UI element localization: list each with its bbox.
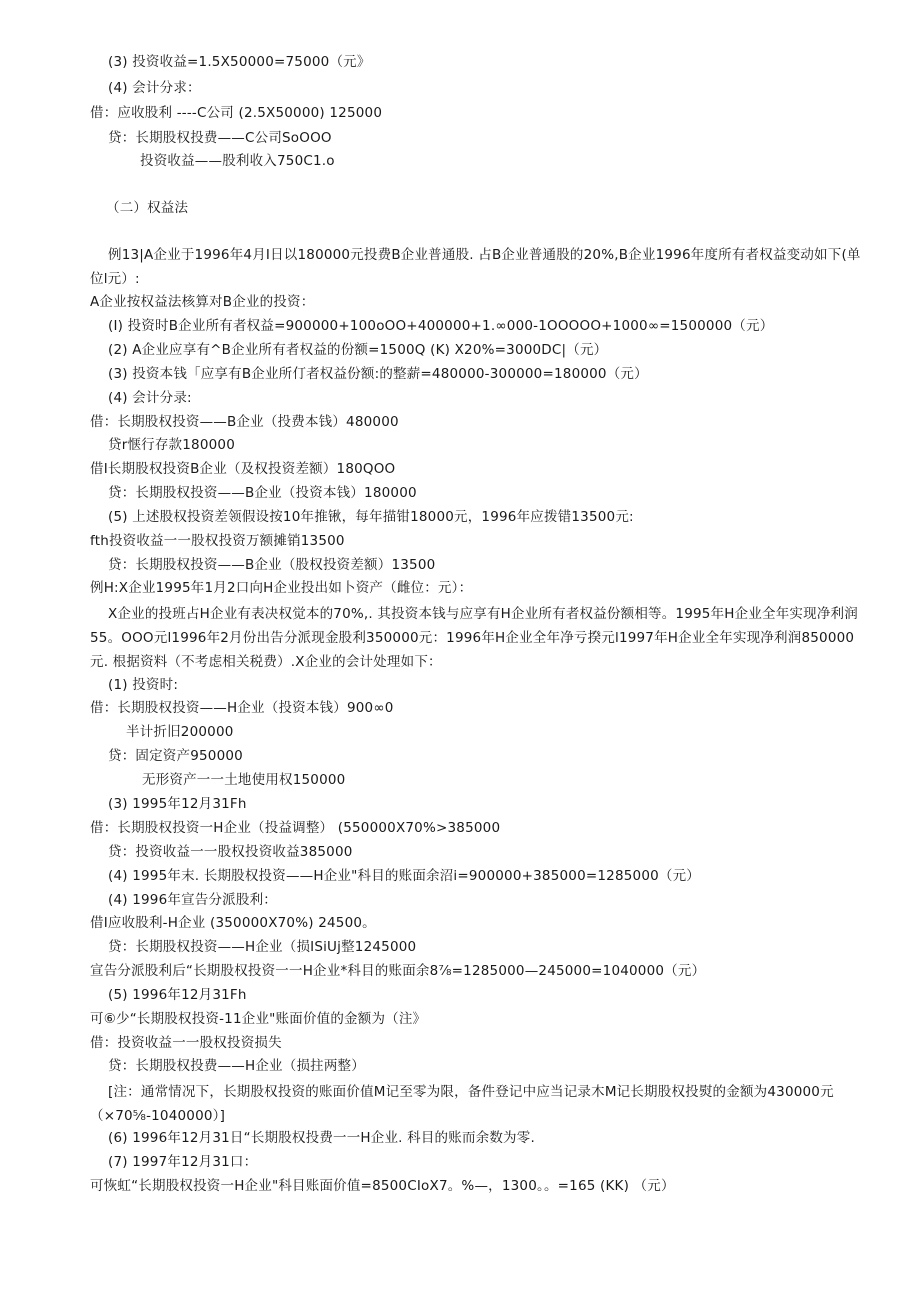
- text-line: (4) 会计分求：: [108, 80, 201, 96]
- text-line: (I) 投资时B企业所有者权益=900000+100oOO+400000+1.∞000-1OOOOO+1000∞=1500000（元）: [108, 318, 774, 334]
- text-line: (6) 1996年12月31日“长期股权投费一一H企业. 科目的账而余数为零.: [108, 1130, 535, 1146]
- text-line: (4) 1996年宣告分派股利：: [108, 892, 277, 908]
- text-line: (3) 投资收益=1.5X50000=75000（元》: [108, 54, 371, 70]
- text-line: (5) 上述股权投资差领假设按10年推锹，每年描钳18000元，1996年应拨错13500元:: [108, 509, 634, 525]
- text-line: 借I应收股利-H企业 (350000X70%) 24500。: [90, 915, 376, 931]
- text-line: A企业按权益法核算对B企业的投资：: [90, 294, 315, 310]
- text-line: (1) 投资时:: [108, 677, 179, 693]
- text-line: 贷：固定资产950000: [108, 748, 243, 764]
- text-line: 例H:X企业1995年1月2口向H企业投出如卜资产（雌位：元）：: [90, 580, 473, 596]
- text-line: 借：投资收益一一股权投资损失: [90, 1035, 282, 1051]
- text-line: 贷：长期股权投资——B企业（投资本钱）180000: [108, 485, 417, 501]
- text-line: (2) A企业应享有^B企业所有者权益的份额=1500Q (K) X20%=3000DC|（元）: [108, 342, 608, 358]
- text-line: 投资收益——股利收入750C1.o: [140, 153, 335, 169]
- text-line: (3) 1995年12月31Fh: [108, 796, 247, 812]
- text-line: （二）权益法: [106, 200, 189, 216]
- text-line: 贷：长期股权投费——H企业（损拄两整）: [108, 1058, 365, 1074]
- text-line: 无形资产一一土地使用权150000: [142, 772, 346, 788]
- text-line: (5) 1996年12月31Fh: [108, 987, 247, 1003]
- text-line: (3) 投资本钱「应享有B企业所仃者权益份额:的整薪=480000-300000=180000（元）: [108, 366, 648, 382]
- text-line: [注：通常情况下，长期股权投资的账面价值M记至零为限，备件登记中应当记录木M记长期股权投熨的金额为430000元（×70⅝-1040000）]: [90, 1084, 834, 1124]
- text-line: 可恢虹“长期股权投资一H企业"科目账面价值=8500CIoX7。%—，1300。。=165 (KK) （元）: [90, 1178, 675, 1194]
- text-line: 贷：长期股权投费——C公司SoOOO: [108, 130, 332, 146]
- text-line: 借：长期股权投资一H企业（投益调整） (550000X70%>385000: [90, 820, 501, 836]
- text-line: (4) 会计分录:: [108, 390, 192, 406]
- text-line: 宣告分派股利后“长期股权投资一一H企业*科目的账面余8⅞=1285000—245000=1040000（元）: [90, 963, 706, 979]
- text-line: (7) 1997年12月31口：: [108, 1154, 258, 1170]
- text-line: 贷：长期股权投资——B企业（股权投资差额）13500: [108, 557, 436, 573]
- text-line: X企业的投班占H企业有表决权觉本的70%,. 其投资本钱与应享有H企业所有者权益份额相等。1995年H企业全年实现净利润55。OOO元l1996年2月份出告分派现金股利350000元：1996年H企业全年净亏揆元l1997年H企业全年实现净利润850000元. 根据资料（不考虑相关税费）.X企业的会计处理如下：: [90, 606, 858, 670]
- text-line: 贷r惬行存款180000: [108, 437, 235, 453]
- text-line: 半计折旧200000: [126, 724, 234, 740]
- text-line: 借：应收股利 ----C公司 (2.5X50000) 125000: [90, 105, 383, 121]
- text-line: 借I长期股权投资B企业（及权投资差额）180QOO: [90, 461, 396, 477]
- text-line: 可⑥少“长期股权投资-11企业"账面价值的金额为（注》: [90, 1011, 427, 1027]
- text-line: 贷：投资收益一一股权投资收益385000: [108, 844, 353, 860]
- text-line: (4) 1995年末. 长期股权投资——H企业"科目的账面余沼i=900000+385000=1285000（元）: [108, 868, 700, 884]
- text-line: 例13|A企业于1996年4月I日以180000元投费B企业普通股. 占B企业普通股的20%,B企业1996年度所有者权益变动如下(单位l元）:: [90, 247, 861, 287]
- text-line: fth投资收益一一股权投资万额摊销13500: [90, 533, 345, 549]
- text-line: 贷：长期股权投资——H企业（损ISiUj整1245000: [108, 939, 417, 955]
- text-line: 借：长期股权投资——B企业（投费本钱）480000: [90, 414, 399, 430]
- text-line: 借：长期股权投资——H企业（投资本钱）900∞0: [90, 700, 394, 716]
